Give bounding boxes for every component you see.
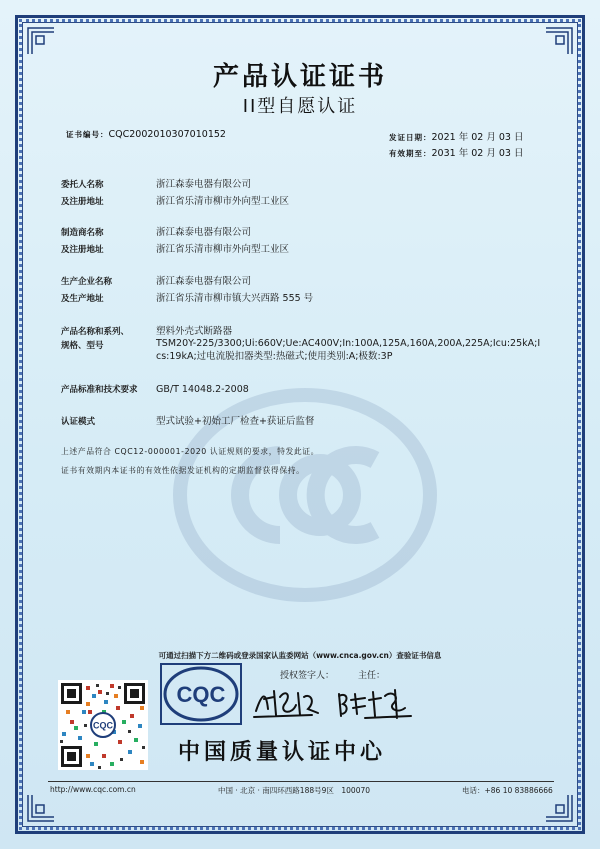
- signers-row: [280, 668, 385, 681]
- verify-instructions: 可通过扫描下方二维码或登录国家认监委网站（www.cnca.gov.cn）查验证书信息: [158, 651, 442, 660]
- client-label: 委托人名称: [61, 180, 104, 190]
- certificate-title: 产品认证证书: [212, 62, 387, 92]
- maker-address-label: 及注册地址: [61, 245, 104, 255]
- maker-name-row: [61, 224, 251, 238]
- conformity-note: 上述产品符合 CQC12-000001-2020 认证规则的要求，特发此证。: [61, 447, 320, 456]
- factory-name-row: [61, 273, 251, 287]
- standard-value: GB/T 14048.2-2008: [156, 384, 249, 395]
- valid-date: [389, 145, 523, 159]
- product-label: 产品名称和系列、: [61, 327, 130, 337]
- qr-code-icon[interactable]: [58, 680, 148, 770]
- valid-date-value: 2031 年 02 月 03 日: [431, 148, 524, 159]
- product-spec-label: 规格、型号: [61, 341, 104, 351]
- client-address-label: 及注册地址: [61, 197, 104, 207]
- cert-number-label: 证书编号：: [66, 130, 109, 139]
- factory-address-label: 及生产地址: [61, 294, 104, 304]
- issue-date-label: 发证日期：: [389, 133, 432, 142]
- cqc-logo-text: CQC: [176, 682, 226, 707]
- mode-label: 认证模式: [61, 417, 96, 427]
- issuer-name: 中国质量认证中心: [178, 740, 387, 765]
- svg-text:CQC: CQC: [93, 720, 113, 731]
- client-address-row: [61, 193, 289, 207]
- factory-address-row: [61, 290, 313, 304]
- factory-address: 浙江省乐清市柳市镇大兴西路 555 号: [156, 293, 314, 304]
- client-name-row: [61, 176, 251, 190]
- cqc-logo: [160, 663, 242, 725]
- mode-row: [61, 413, 314, 427]
- corner-ornament-icon: [544, 793, 574, 823]
- issue-date: [389, 129, 523, 143]
- corner-ornament-icon: [26, 26, 56, 56]
- maker-name: 浙江森泰电器有限公司: [156, 227, 252, 238]
- authorized-signer-label: 授权签字人：: [280, 671, 335, 681]
- maker-address-row: [61, 241, 289, 255]
- factory-name: 浙江森泰电器有限公司: [156, 276, 252, 287]
- product-spec: TSM20Y-225/3300;Ui:660V;Ue:AC400V;In:100A,125A,160A,200A,225A;Icu:25kA;Ics:19kA;过电流脱扣器类型:热磁式;使用类别:A;极数:3P: [156, 338, 541, 362]
- footer-address: 中国 · 北京 · 南四环西路188号9区 100070: [218, 786, 371, 795]
- issue-date-value: 2021 年 02 月 03 日: [431, 132, 524, 143]
- footer-website[interactable]: http://www.cqc.com.cn: [50, 785, 136, 794]
- standard-label: 产品标准和技术要求: [61, 385, 138, 395]
- valid-date-label: 有效期至：: [389, 149, 432, 158]
- client-name: 浙江森泰电器有限公司: [156, 179, 252, 190]
- footer-divider: [48, 781, 554, 782]
- mode-value: 型式试验+初始工厂检查+获证后监督: [156, 416, 315, 427]
- certificate-subtitle: II型自愿认证: [242, 96, 358, 117]
- standard-row: [61, 383, 249, 395]
- validity-note: 证书有效期内本证书的有效性依据发证机构的定期监督获得保持。: [61, 466, 305, 475]
- cqc-watermark-icon: [170, 360, 440, 630]
- product-name: 塑料外壳式断路器: [156, 326, 233, 337]
- footer-phone: 电话：+86 10 83886666: [462, 786, 553, 795]
- product-name-row: [61, 323, 232, 337]
- factory-label: 生产企业名称: [61, 277, 113, 287]
- corner-ornament-icon: [544, 26, 574, 56]
- director-signature: [335, 686, 415, 722]
- cert-number: [66, 129, 226, 140]
- maker-label: 制造商名称: [61, 228, 104, 238]
- maker-address: 浙江省乐清市柳市外向型工业区: [156, 244, 290, 255]
- product-spec-label-row: [61, 339, 156, 351]
- client-address: 浙江省乐清市柳市外向型工业区: [156, 196, 290, 207]
- corner-ornament-icon: [26, 793, 56, 823]
- authorized-signature: [252, 685, 322, 721]
- cert-number-value: CQC2002010307010152: [108, 129, 226, 140]
- director-label: 主任：: [358, 671, 386, 681]
